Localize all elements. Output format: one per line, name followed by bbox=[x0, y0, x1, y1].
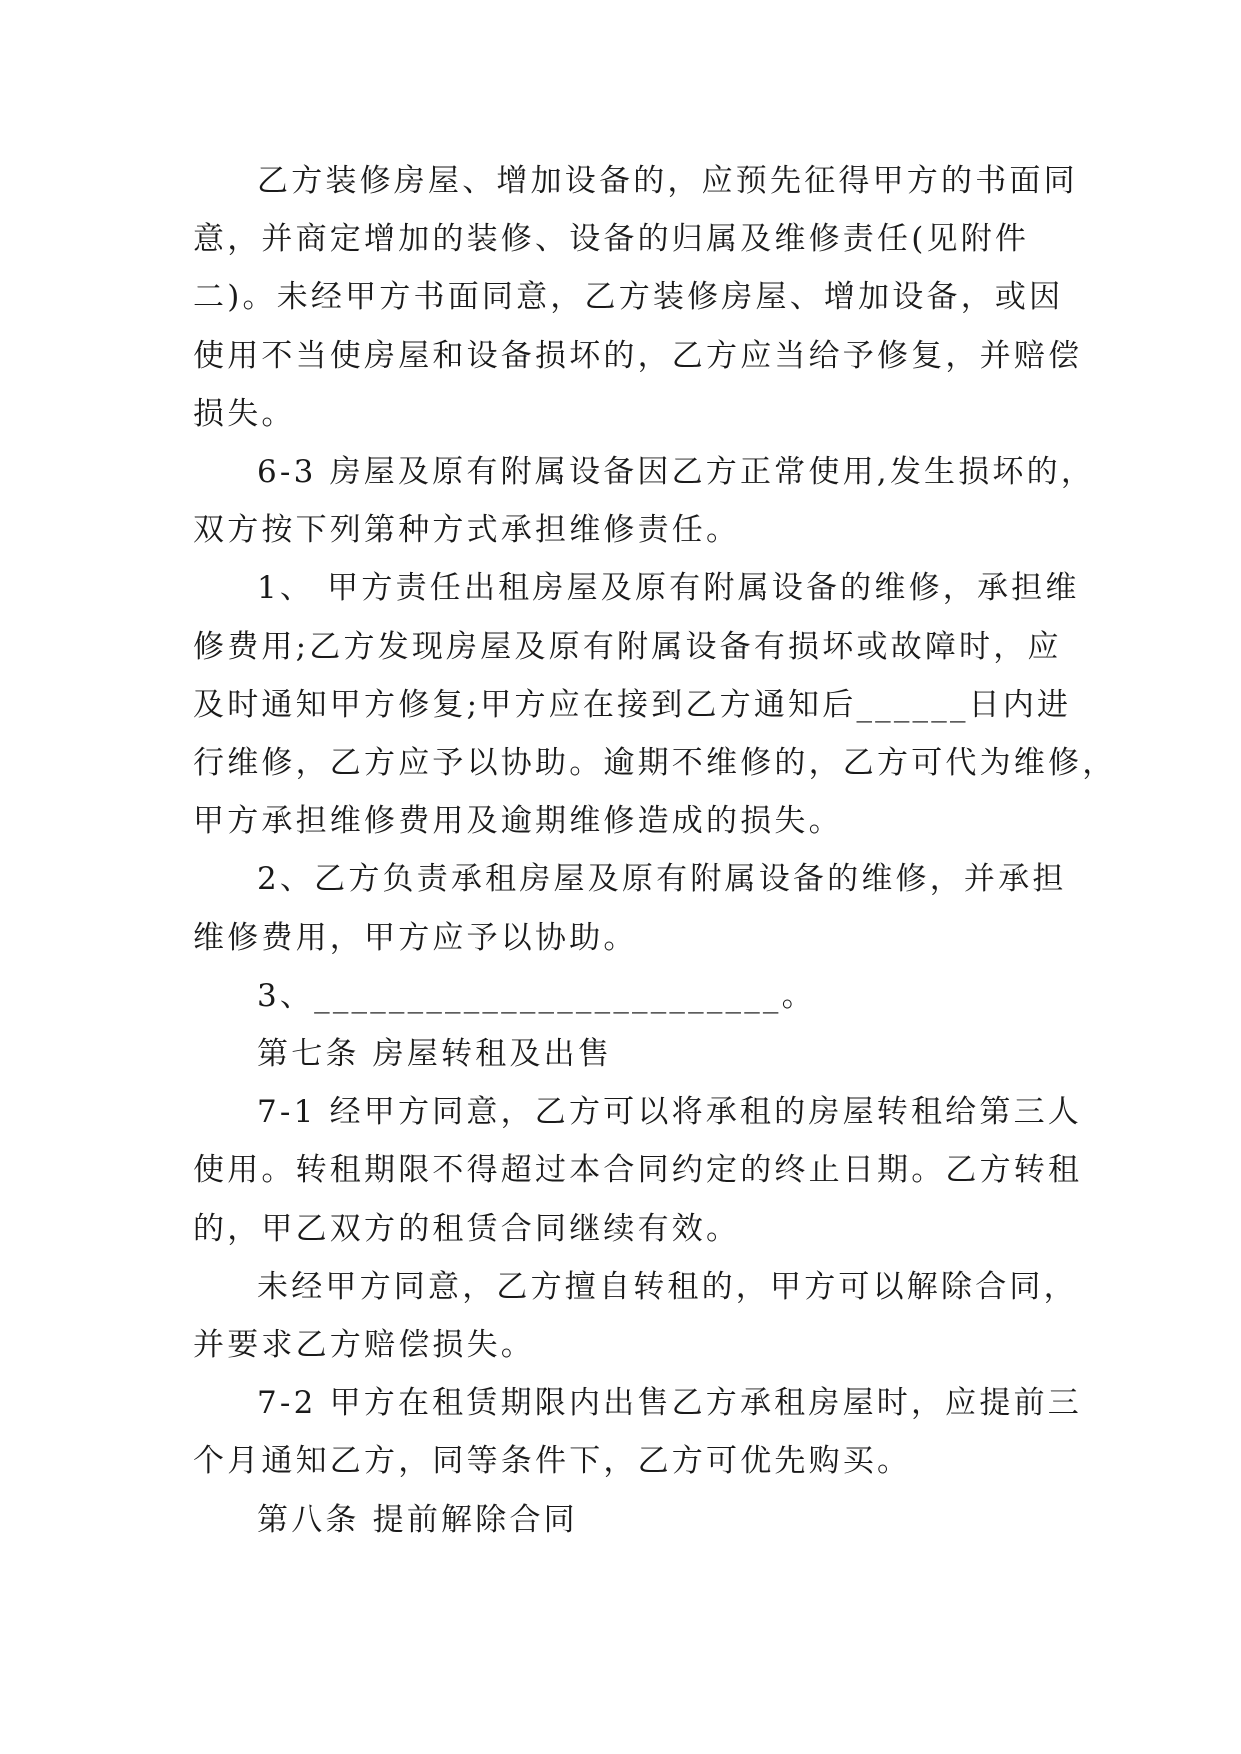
text-line: 第八条 提前解除合同 bbox=[257, 1501, 578, 1538]
text-line: 并要求乙方赔偿损失。 bbox=[193, 1327, 535, 1364]
text-line: 意，并商定增加的装修、设备的归属及维修责任(见附件 bbox=[193, 221, 1030, 258]
text-line: 维修费用，甲方应予以协助。 bbox=[193, 919, 638, 956]
text-line: 使用。转租期限不得超过本合同约定的终止日期。乙方转租 bbox=[193, 1152, 1083, 1189]
paragraph bbox=[193, 559, 1117, 850]
text-line: 6-3 房屋及原有附属设备因乙方正常使用,发生损坏的， bbox=[257, 454, 1096, 491]
text-line: 甲方承担维修费用及逾期维修造成的损失。 bbox=[193, 803, 843, 840]
text-line: 行维修，乙方应予以协助。逾期不维修的，乙方可代为维修， bbox=[193, 745, 1117, 782]
text-line: 二)。未经甲方书面同意，乙方装修房屋、增加设备，或因 bbox=[193, 279, 1064, 316]
paragraph bbox=[193, 1374, 1082, 1490]
text-line: 3、_________________________。 bbox=[257, 977, 816, 1014]
text-line: 双方按下列第种方式承担维修责任。 bbox=[193, 512, 741, 549]
paragraph bbox=[193, 850, 1067, 966]
text-line: 及时通知甲方修复;甲方应在接到乙方通知后______日内进 bbox=[193, 686, 1072, 723]
paragraph bbox=[193, 1025, 1049, 1083]
text-line: 乙方装修房屋、增加设备的，应预先征得甲方的书面同 bbox=[257, 163, 1078, 199]
paragraph bbox=[193, 967, 1049, 1025]
text-line: 修费用;乙方发现房屋及原有附属设备有损坏或故障时，应 bbox=[193, 628, 1062, 665]
text-line: 使用不当使房屋和设备损坏的，乙方应当给予修复，并赔偿 bbox=[193, 337, 1083, 374]
text-line: 1、 甲方责任出租房屋及原有附属设备的维修，承担维 bbox=[257, 570, 1080, 607]
text-line: 个月通知乙方，同等条件下，乙方可优先购买。 bbox=[193, 1443, 912, 1480]
paragraph bbox=[193, 1491, 1049, 1549]
paragraph bbox=[193, 1083, 1083, 1258]
text-line: 未经甲方同意，乙方擅自转租的，甲方可以解除合同， bbox=[257, 1268, 1078, 1305]
document-page bbox=[193, 152, 1117, 1549]
paragraph bbox=[193, 443, 1096, 559]
text-line: 7-2 甲方在租赁期限内出售乙方承租房屋时，应提前三 bbox=[257, 1385, 1082, 1422]
paragraph bbox=[193, 1258, 1078, 1374]
paragraph bbox=[193, 152, 1083, 443]
text-line: 损失。 bbox=[193, 395, 296, 432]
text-line: 第七条 房屋转租及出售 bbox=[257, 1036, 613, 1073]
text-line: 7-1 经甲方同意，乙方可以将承租的房屋转租给第三人 bbox=[257, 1094, 1082, 1131]
text-line: 的，甲乙双方的租赁合同继续有效。 bbox=[193, 1210, 741, 1247]
text-line: 2、乙方负责承租房屋及原有附属设备的维修，并承担 bbox=[257, 861, 1067, 898]
